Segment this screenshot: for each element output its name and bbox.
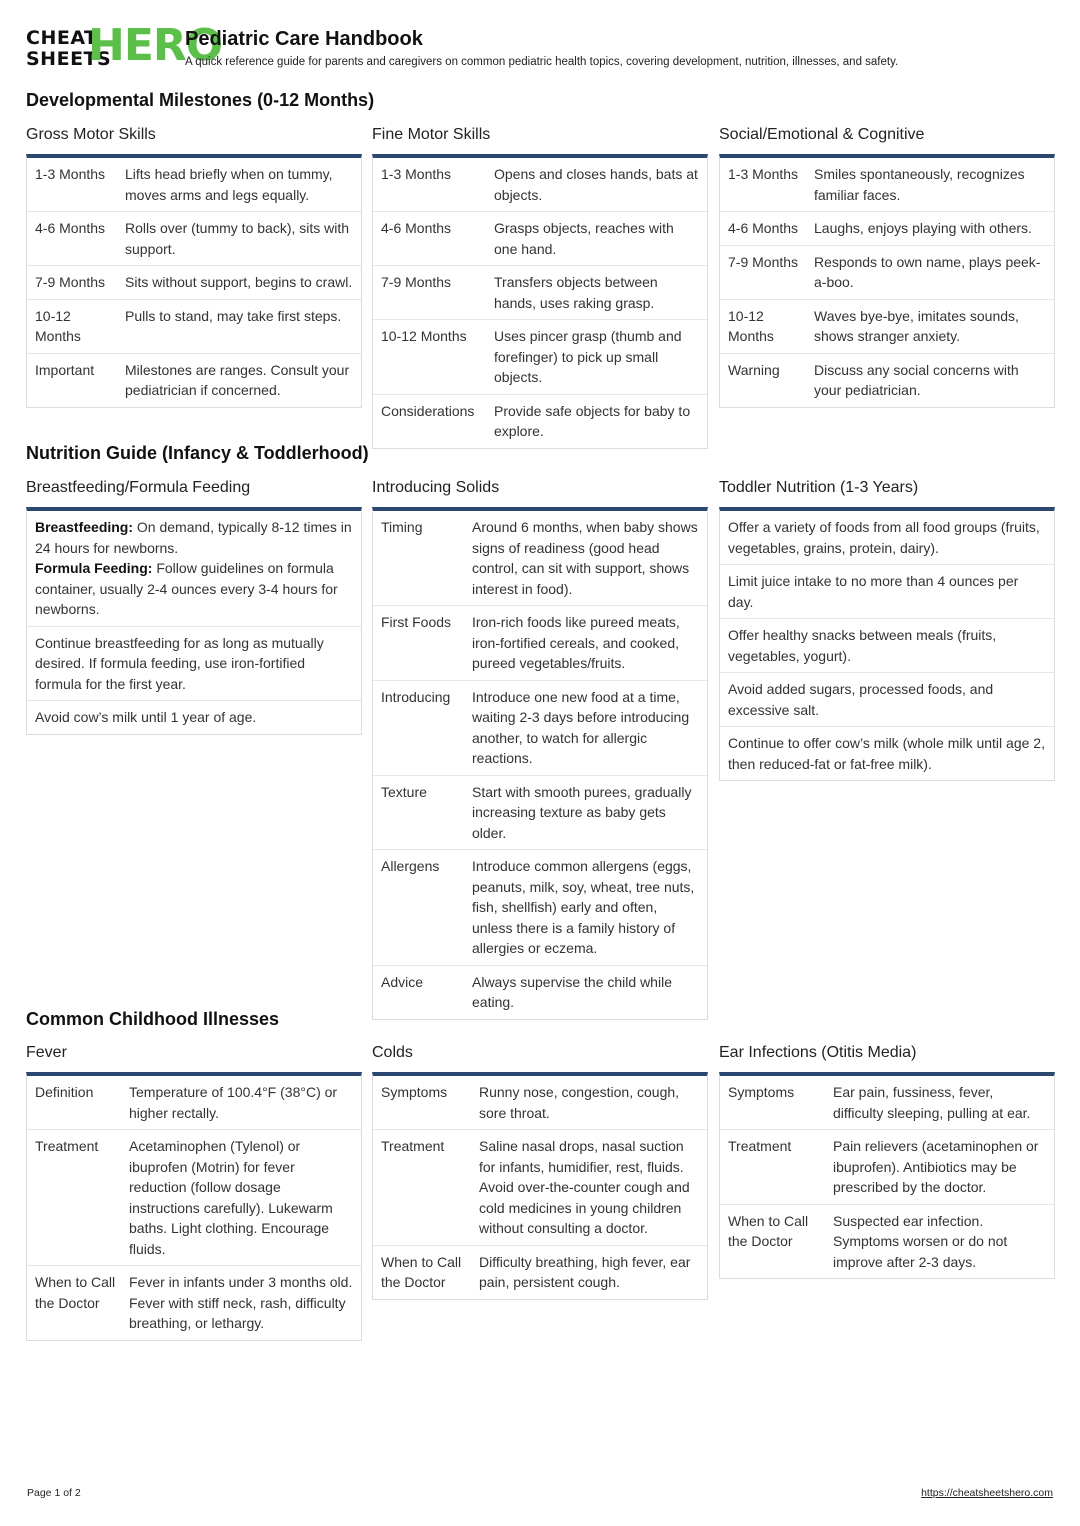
table-row: 1-3 Months Smiles spontaneously, recognizes familiar faces. (720, 158, 1054, 212)
table-row: Treatment Saline nasal drops, nasal suction for infants, humidifier, rest, fluids. Avoid over-the-counter cough and cold medicines in young children without consulting a doctor. (373, 1130, 707, 1246)
table-row: 10-12 Months Waves bye-bye, imitates sounds, shows stranger anxiety. (720, 300, 1054, 354)
table-row: Introducing Introduce one new food at a time, waiting 2-3 days before introducing another, to watch for allergic reactions. (373, 681, 707, 776)
header (26, 20, 1056, 74)
logo[interactable] (26, 20, 223, 72)
list-item: Avoid cow’s milk until 1 year of age. (35, 709, 257, 725)
list-item: Continue breastfeeding for as long as mutually desired. If formula feeding, use iron-fortified formula for the first year. (27, 627, 361, 702)
section-title-illnesses: Common Childhood Illnesses (26, 1009, 280, 1029)
section-title-nutrition: Nutrition Guide (Infancy & Toddlerhood) (26, 443, 369, 463)
card-colds (372, 1043, 708, 1300)
card-breastfeeding (26, 478, 362, 735)
card-title: Fine Motor Skills (372, 126, 491, 143)
table-row: 7-9 Months Transfers objects between hands, uses raking grasp. (373, 266, 707, 320)
table-row: 7-9 Months Responds to own name, plays peek-a-boo. (720, 246, 1054, 300)
table-row: 4-6 Months Rolls over (tummy to back), sits with support. (27, 212, 361, 266)
table-row: 1-3 Months Opens and closes hands, bats at objects. (373, 158, 707, 212)
card-title: Introducing Solids (372, 479, 500, 496)
site-link[interactable]: https://cheatsheetshero.com (921, 1487, 1053, 1499)
page-title: Pediatric Care Handbook (185, 28, 423, 50)
page-number: Page 1 of 2 (27, 1487, 81, 1499)
card-body (719, 507, 1055, 781)
card-body (372, 507, 708, 1020)
card-title: Gross Motor Skills (26, 126, 156, 143)
card-body (719, 1072, 1055, 1279)
table-row: 7-9 Months Sits without support, begins to crawl. (27, 266, 361, 300)
card-title: Ear Infections (Otitis Media) (719, 1044, 917, 1061)
card-body (372, 1072, 708, 1300)
card-introducing-solids (372, 478, 708, 1020)
card-fine-motor (372, 125, 708, 449)
card-title: Social/Emotional & Cognitive (719, 126, 925, 143)
table-row: Treatment Pain relievers (acetaminophen or ibuprofen). Antibiotics may be prescribed by the doctor. (720, 1130, 1054, 1205)
table-row: Considerations Provide safe objects for baby to explore. (381, 402, 691, 439)
table-row: Definition Temperature of 100.4°F (38°C) or higher rectally. (27, 1076, 361, 1130)
table-row: When to Call the Doctor Suspected ear infection. Symptoms worsen or do not improve after 2-3 days. (728, 1212, 1008, 1270)
card-social-emotional (719, 125, 1055, 408)
card-gross-motor (26, 125, 362, 408)
list-item: Limit juice intake to no more than 4 ounces per day. (720, 565, 1054, 619)
list-item: Continue to offer cow’s milk (whole milk until age 2, then reduced-fat or fat-free milk). (728, 735, 1045, 772)
table-row: Texture Start with smooth purees, gradually increasing texture as baby gets older. (373, 776, 707, 851)
list-item: Breastfeeding: On demand, typically 8-12 times in 24 hours for newborns. Formula Feeding: Follow guidelines on formula container, usually 2-4 ounces every 3-4 hours for newborns. (27, 511, 361, 627)
card-title: Colds (372, 1044, 413, 1061)
table-row: Timing Around 6 months, when baby shows signs of readiness (good head control, can sit with support, shows interest in food). (373, 511, 707, 606)
table-row: Warning Discuss any social concerns with your pediatrician. (728, 361, 1019, 398)
table-row: First Foods Iron-rich foods like pureed meats, iron-fortified cereals, and cooked, pureed vegetables/fruits. (373, 606, 707, 681)
card-title: Toddler Nutrition (1-3 Years) (719, 479, 919, 496)
table-row: Important Milestones are ranges. Consult your pediatrician if concerned. (35, 361, 350, 398)
table-row: 4-6 Months Laughs, enjoys playing with others. (720, 212, 1054, 246)
section-title-milestones: Developmental Milestones (0-12 Months) (26, 90, 375, 110)
table-row: Treatment Acetaminophen (Tylenol) or ibuprofen (Motrin) for fever reduction (follow dosage instructions carefully). Lukewarm baths. Light clothing. Encourage fluids. (27, 1130, 361, 1266)
list-item: Avoid added sugars, processed foods, and excessive salt. (720, 673, 1054, 727)
card-ear-infections (719, 1043, 1055, 1279)
card-body (26, 1072, 362, 1341)
card-title: Fever (26, 1044, 67, 1061)
card-fever (26, 1043, 362, 1341)
table-row: Symptoms Ear pain, fussiness, fever, difficulty sleeping, pulling at ear. (720, 1076, 1054, 1130)
list-item: Offer healthy snacks between meals (fruits, vegetables, yogurt). (720, 619, 1054, 673)
table-row: Symptoms Runny nose, congestion, cough, sore throat. (373, 1076, 707, 1130)
table-row: When to Call the Doctor Fever in infants under 3 months old. Fever with stiff neck, rash, difficulty breathing, or lethargy. (35, 1274, 353, 1331)
table-row: When to Call the Doctor Difficulty breathing, high fever, ear pain, persistent cough. (381, 1253, 691, 1290)
logo-hero: HERO (88, 20, 223, 71)
card-body (26, 154, 362, 408)
card-body (719, 154, 1055, 408)
page-subtitle: A quick reference guide for parents and caregivers on common pediatric health topics, covering development, nutrition, illnesses, and safety. (185, 56, 899, 68)
logo-text: CHEAT SHEETS (26, 27, 112, 70)
table-row: 10-12 Months Pulls to stand, may take first steps. (27, 300, 361, 354)
card-toddler-nutrition (719, 478, 1055, 781)
list-item: Offer a variety of foods from all food groups (fruits, vegetables, grains, protein, dairy). (720, 511, 1054, 565)
card-body (26, 507, 362, 735)
table-row: 4-6 Months Grasps objects, reaches with one hand. (373, 212, 707, 266)
table-row: 10-12 Months Uses pincer grasp (thumb and forefinger) to pick up small objects. (373, 320, 707, 395)
table-row: 1-3 Months Lifts head briefly when on tummy, moves arms and legs equally. (27, 158, 361, 212)
card-body (372, 154, 708, 449)
table-row: Allergens Introduce common allergens (eggs, peanuts, milk, soy, wheat, tree nuts, fish, shellfish) early and often, unless there is a family history of allergies or eczema. (373, 850, 707, 966)
table-row: Advice Always supervise the child while eating. (381, 973, 672, 1010)
card-title: Breastfeeding/Formula Feeding (26, 479, 251, 496)
